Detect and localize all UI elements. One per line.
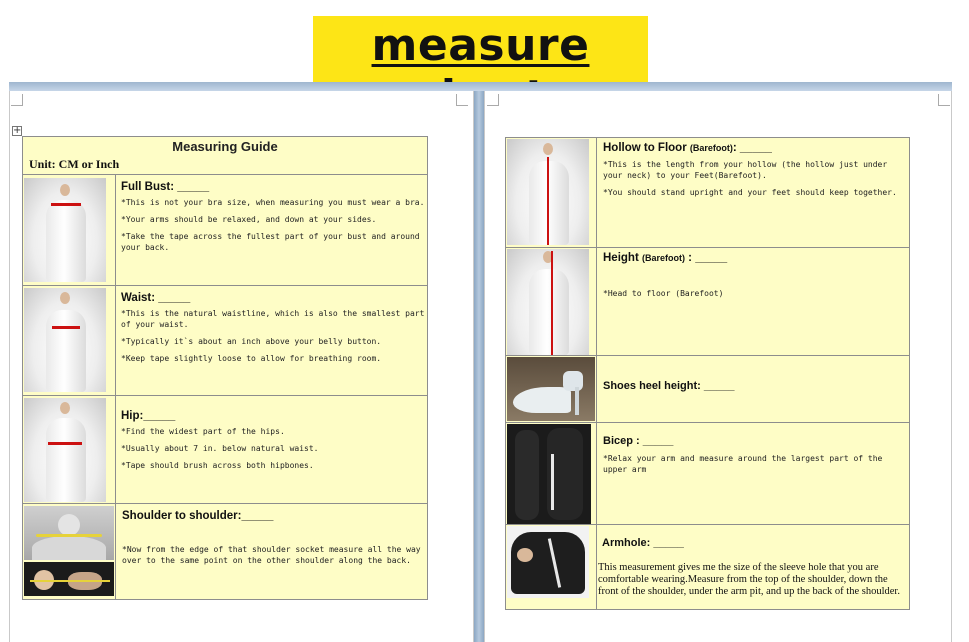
shoulder-tape-photo [24,562,114,596]
hollow-heading: Hollow to Floor (Barefoot): _____ [603,142,772,154]
table-row-heel-height [506,355,909,422]
bride-bust-photo [24,178,106,282]
table-row-shoulder [23,503,427,599]
table-row-full-bust [23,174,427,285]
armhole-heading: Armhole: _____ [602,537,684,549]
measuring-guide-table [22,136,428,600]
bride-hip-photo [24,398,106,502]
armhole-tape-photo [507,526,589,598]
margin-corner-mark [11,94,23,106]
banner-title: measure [371,20,590,71]
hip-notes: *Find the widest part of the hips. *Usually about 7 in. below natural waist. *Tape should brush across both hipbones. [121,427,319,470]
title-banner [313,16,648,82]
table-row-hip [23,395,427,503]
hollow-notes: *This is the length from your hollow (the hollow just under your neck) to your Feet(Barefoot). *You should stand upright and your feet should keep together. [603,160,897,197]
height-heading: Height (Barefoot) : _____ [603,252,728,264]
waist-notes: *This is the natural waistline, which is also the smallest part of your waist. *Typically it`s about an inch above your belly button. *Keep tape slightly loose to allow for breathing room. [121,309,425,363]
bicep-heading: Bicep : _____ [603,435,674,447]
document-toolbar-strip [9,82,952,91]
margin-corner-mark [456,94,468,106]
full-bust-heading: Full Bust: _____ [121,181,210,193]
guide-title: Measuring Guide [172,139,278,154]
shoulder-heading: Shoulder to shoulder:_____ [122,510,274,522]
margin-corner-mark [938,94,950,106]
table-row-bicep [506,422,909,524]
mannequin-shoulder-photo [24,506,114,560]
high-heel-shoe-photo [507,357,595,421]
bride-hollow-to-floor-photo [507,139,589,245]
hip-heading: Hip:_____ [121,410,176,422]
shoulder-notes: *Now from the edge of that shoulder socket measure all the way over to the same point on the other shoulder along the back. [122,545,421,565]
waist-heading: Waist: _____ [121,292,191,304]
measurement-table-right [505,137,910,610]
unit-label: Unit: CM or Inch [29,157,120,171]
heel-height-heading: Shoes heel height: _____ [603,380,735,392]
bride-waist-photo [24,288,106,392]
table-move-handle-icon[interactable]: + [13,125,22,136]
bicep-notes: *Relax your arm and measure around the largest part of the upper arm [603,454,883,474]
table-row-waist [23,285,427,395]
bicep-tape-photo [507,424,591,524]
bride-height-photo [507,249,589,355]
table-row-height [506,247,909,355]
table-row-hollow-to-floor [506,138,909,247]
height-notes: *Head to floor (Barefoot) [603,289,724,298]
table-row-armhole [506,524,909,609]
margin-corner-mark [487,94,499,106]
page-divider [474,91,484,642]
armhole-notes: This measurement gives me the size of the sleeve hole that you are comfortable wearing.Measure from the top of the shoulder, down the front of the shoulder, under the arm pit, and up the back of the shoulder. [598,562,900,597]
full-bust-notes: *This is not your bra size, when measuring you must wear a bra. *Your arms should be relaxed, and down at your sides. *Take the tape across the fullest part of your bust and around your back. [121,198,425,252]
